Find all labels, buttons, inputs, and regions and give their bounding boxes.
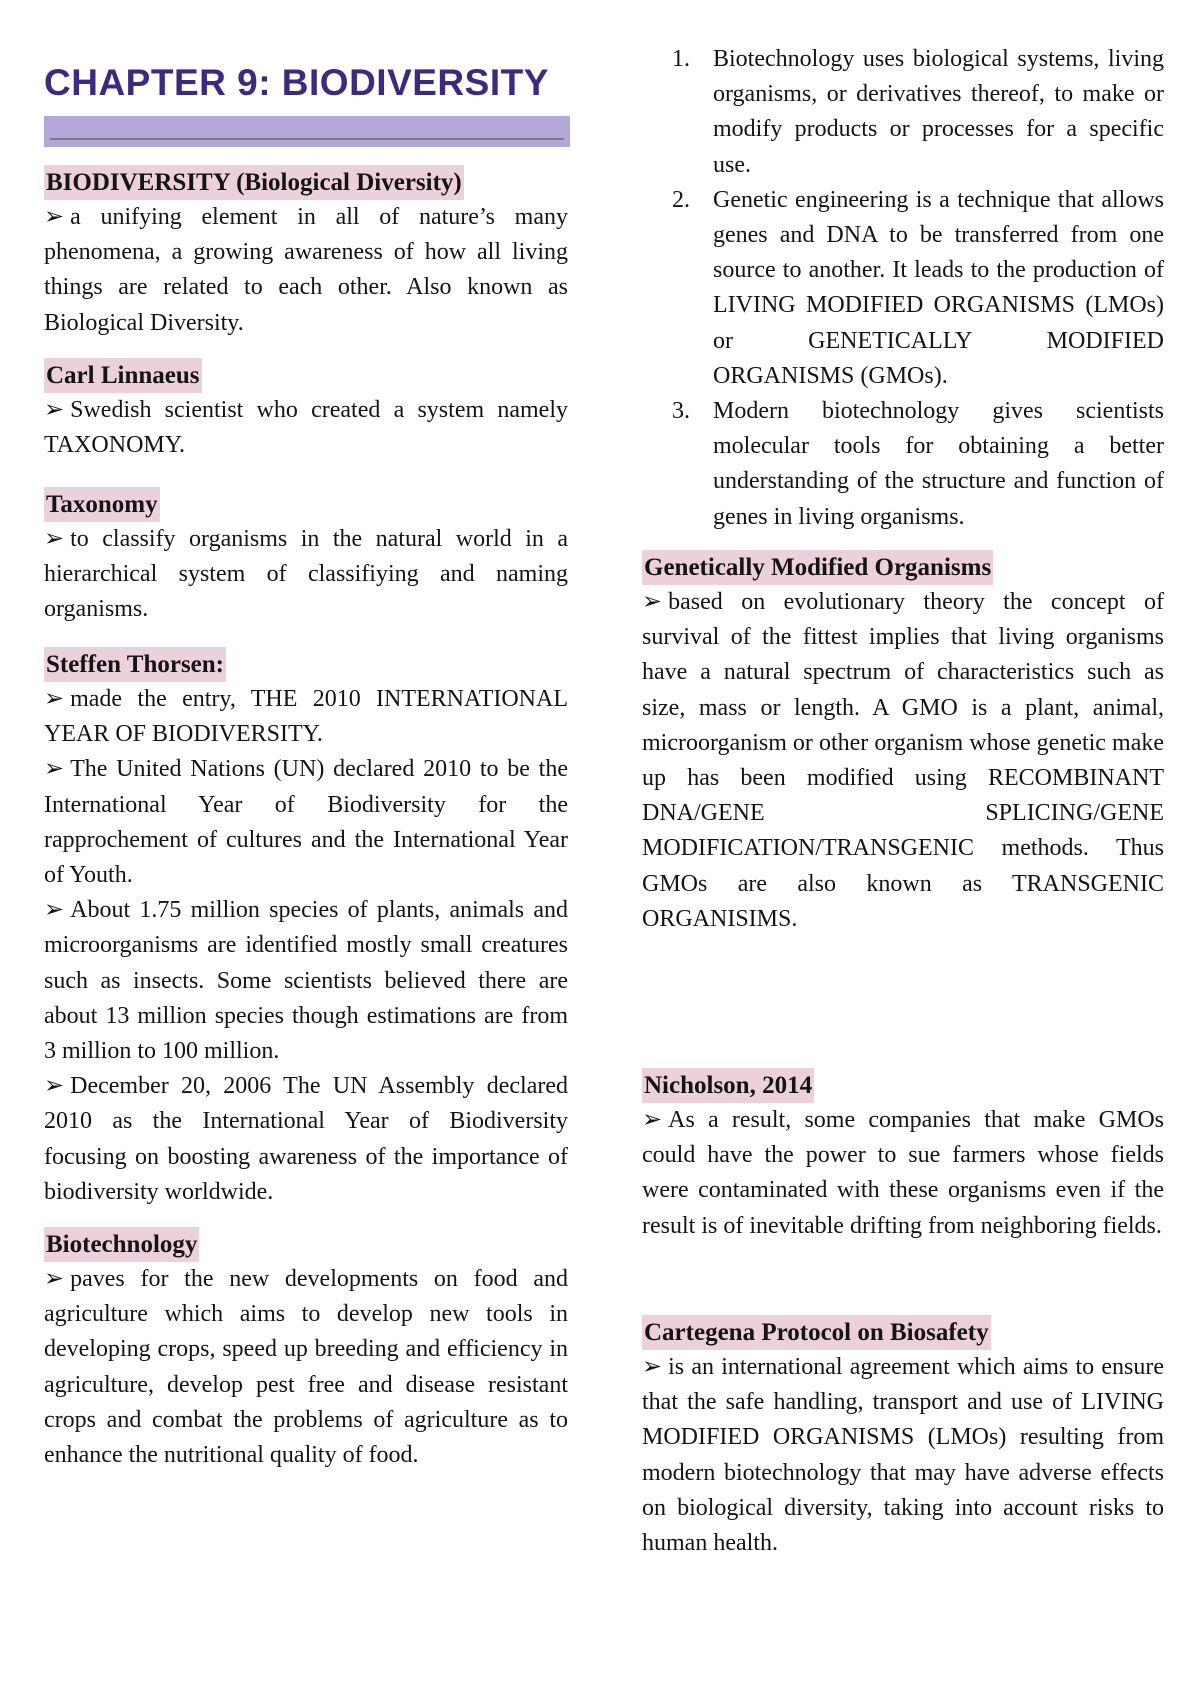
section-biotechnology <box>44 1227 568 1473</box>
biotech-numbered-list <box>642 42 1164 535</box>
bullet-paragraph: ➢ December 20, 2006 The UN Assembly declared 2010 as the International Year of Biodiversity focusing on boosting awareness of the importance of biodiversity worldwide. <box>44 1073 568 1205</box>
section-heading: Steffen Thorsen: <box>44 647 226 682</box>
section-thorsen <box>44 647 568 1210</box>
bullet-arrow-icon: ➢ <box>44 397 65 423</box>
section-heading: BIODIVERSITY (Biological Diversity) <box>44 165 464 200</box>
bullet-paragraph: ➢ Swedish scientist who created a system namely TAXONOMY. <box>44 397 568 459</box>
bullet-paragraph: ➢ a unifying element in all of nature’s many phenomena, a growing awareness of how all living things are related to each other. Also known as Biological Diversity. <box>44 204 568 336</box>
bullet-paragraph: ➢ The United Nations (UN) declared 2010 to be the International Year of Biodiversity for the rapprochement of cultures and the International Year of Youth. <box>44 756 568 889</box>
bullet-arrow-icon: ➢ <box>642 1107 663 1133</box>
section-taxonomy <box>44 487 568 628</box>
bullet-arrow-icon: ➢ <box>642 589 663 615</box>
section-heading: Cartegena Protocol on Biosafety <box>642 1315 991 1350</box>
section-biodiversity <box>44 165 568 341</box>
bullet-arrow-icon: ➢ <box>44 204 65 230</box>
bullet-paragraph: ➢ based on evolutionary theory the concept of survival of the fittest implies that living organisms have a natural spectrum of characteristics such as size, mass or length. A GMO is a plant, animal, microorganism or other organism whose genetic make up has been modified using RECOMBINANT DNA/GENE SPLICING/GENE MODIFICATION/TRANSGENIC methods. Thus GMOs are also known as TRANSGENIC ORGANISIMS. <box>642 589 1164 932</box>
bullet-arrow-icon: ➢ <box>44 1266 65 1292</box>
title-band-rule <box>50 138 564 140</box>
bullet-arrow-icon: ➢ <box>44 897 65 924</box>
section-heading: Taxonomy <box>44 487 160 522</box>
chapter-title: CHAPTER 9: BIODIVERSITY <box>44 62 549 103</box>
numbered-list-item <box>642 183 1164 394</box>
list-number: 1. <box>672 46 690 72</box>
numbered-list-item <box>642 394 1164 535</box>
bullet-paragraph: ➢ About 1.75 million species of plants, animals and microorganisms are identified mostly small creatures such as insects. Some scientists believed there are about 13 million species though estimations are from 3 million to 100 million. <box>44 897 568 1065</box>
bullet-arrow-icon: ➢ <box>642 1354 663 1380</box>
section-nicholson <box>642 1068 1164 1244</box>
bullet-paragraph: ➢ is an international agreement which aims to ensure that the safe handling, transport and use of LIVING MODIFIED ORGANISMS (LMOs) resulting from modern biotechnology that may have adverse effects on biological diversity, taking into account risks to human health. <box>642 1354 1164 1557</box>
bullet-arrow-icon: ➢ <box>44 1073 65 1100</box>
bullet-arrow-icon: ➢ <box>44 756 65 783</box>
list-item-text: Modern biotechnology gives scientists molecular tools for obtaining a better understanding of the structure and function of genes in living organisms. <box>713 398 1164 530</box>
bullet-paragraph: ➢ to classify organisms in the natural world in a hierarchical system of classifiying and naming organisms. <box>44 526 568 623</box>
list-item-text: Biotechnology uses biological systems, living organisms, or derivatives thereof, to make or modify products or processes for a specific use. <box>713 46 1164 178</box>
section-heading: Genetically Modified Organisms <box>642 550 993 585</box>
section-heading: Nicholson, 2014 <box>642 1068 814 1103</box>
bullet-paragraph: ➢ made the entry, THE 2010 INTERNATIONAL YEAR OF BIODIVERSITY. <box>44 686 568 748</box>
bullet-paragraph: ➢ As a result, some companies that make GMOs could have the power to sue farmers whose fields were contaminated with these organisms even if the result is of inevitable drifting from neighboring fields. <box>642 1107 1164 1239</box>
title-band <box>44 116 570 147</box>
section-heading: Carl Linnaeus <box>44 358 202 393</box>
list-number: 3. <box>672 398 690 425</box>
bullet-arrow-icon: ➢ <box>44 526 65 552</box>
section-heading: Biotechnology <box>44 1227 199 1262</box>
bullet-paragraph: ➢ paves for the new developments on food and agriculture which aims to develop new tools in developing crops, speed up breeding and efficiency in agriculture, develop pest free and disease resistant crops and combat the problems of agriculture as to enhance the nutritional quality of food. <box>44 1266 568 1469</box>
section-cartegena <box>642 1315 1164 1561</box>
list-item-text: Genetic engineering is a technique that allows genes and DNA to be transferred from one source to another. It leads to the production of LIVING MODIFIED ORGANISMS (LMOs) or GENETICALLY MODIFIED ORGANISMS (GMOs). <box>713 186 1164 389</box>
bullet-arrow-icon: ➢ <box>44 686 65 712</box>
numbered-list-item <box>642 42 1164 183</box>
list-number: 2. <box>672 186 690 213</box>
section-linnaeus <box>44 358 568 463</box>
section-gmo <box>642 550 1164 937</box>
